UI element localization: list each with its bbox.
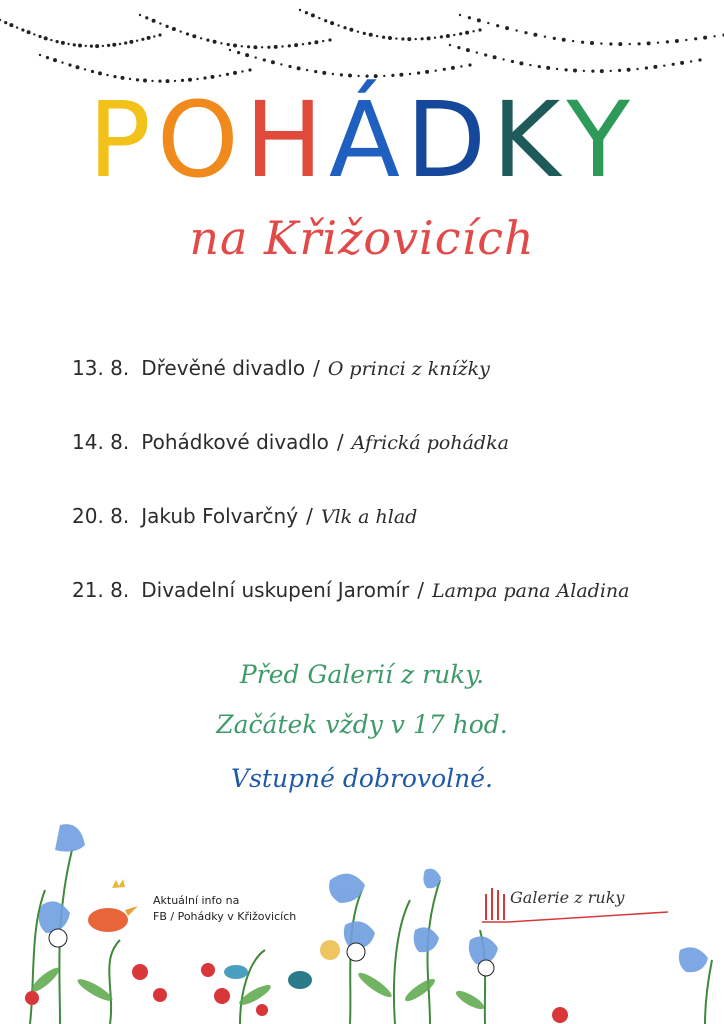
garland-dot <box>318 17 320 19</box>
facebook-info-line2: FB / Pohádky v Křižovicích <box>153 910 297 923</box>
program-date: 14. 8. <box>72 430 130 454</box>
garland-dot <box>713 35 715 37</box>
garland-dot <box>663 65 665 67</box>
garland-dot <box>141 38 144 41</box>
garland-dot <box>314 70 317 73</box>
garland-dot <box>478 28 481 31</box>
garland-dot <box>328 38 331 41</box>
garland-dot <box>533 33 537 37</box>
program-date: 20. 8. <box>72 504 130 528</box>
garland-dot <box>229 49 231 51</box>
garland-dot <box>460 65 462 67</box>
garland-dot <box>56 40 59 43</box>
facebook-info <box>153 893 296 925</box>
garland-dot <box>38 35 41 38</box>
garland-dot <box>281 45 283 47</box>
garland-dot <box>192 34 196 38</box>
garland-dot <box>484 53 487 56</box>
garland-dot <box>451 66 455 70</box>
garland-dot <box>129 40 133 44</box>
garland-dot <box>357 75 359 77</box>
garland-dot <box>53 58 57 62</box>
garland-dot <box>46 56 49 59</box>
program-performer: Dřevěné divadlo <box>141 356 306 380</box>
garland-dot <box>407 37 411 41</box>
garland-dot <box>395 37 397 39</box>
garland-dot <box>348 74 352 78</box>
garland-dot <box>27 30 31 34</box>
garland-dot <box>399 73 403 77</box>
garland-dot <box>233 44 237 48</box>
garland-dot <box>538 65 541 68</box>
garland-dot <box>553 37 556 40</box>
info-time: Začátek vždy v 17 hod. <box>216 710 508 739</box>
program-list <box>72 356 722 652</box>
garland-dot <box>16 26 18 28</box>
garland-dot <box>357 31 359 33</box>
garland-dot <box>78 44 82 48</box>
garland-dot <box>443 68 446 71</box>
garland-dot <box>472 30 474 32</box>
garland-dot <box>33 33 35 35</box>
garland-dot <box>158 33 161 36</box>
program-play: Africká pohádka <box>351 432 509 454</box>
garland-dot <box>505 26 509 30</box>
garland-dot <box>449 44 451 46</box>
garland-dot <box>401 37 404 40</box>
garland-dot <box>544 36 546 38</box>
garland-dot <box>653 65 657 69</box>
title-letter: H <box>244 79 329 201</box>
program-separator: / <box>313 356 320 380</box>
program-row <box>72 504 722 578</box>
garland-dot <box>638 42 641 45</box>
garland-dot <box>308 42 311 45</box>
garland-dot <box>434 37 436 39</box>
garland-dot <box>91 70 94 73</box>
garland-dot <box>562 38 566 42</box>
program-play: O princi z knížky <box>327 358 490 380</box>
garland-dot <box>280 63 282 65</box>
garland-dot <box>147 36 151 40</box>
info-entry: Vstupné dobrovolné. <box>231 764 493 793</box>
garland-dot <box>159 22 161 24</box>
garland-dot <box>496 24 499 27</box>
garland-dot <box>233 71 237 75</box>
page-subtitle: na Křižovicích <box>189 211 535 265</box>
garland-dot <box>468 63 471 66</box>
garland-dot <box>698 58 701 61</box>
garland-dot <box>502 58 504 60</box>
garland-dot <box>90 45 93 48</box>
garland-dot <box>340 73 343 76</box>
garland-dot <box>694 37 697 40</box>
garland-dot <box>435 70 437 72</box>
garland-dot <box>600 42 602 44</box>
garland-dot <box>152 19 156 23</box>
garland-dot <box>76 65 80 69</box>
garland-dot <box>241 45 243 47</box>
program-date: 21. 8. <box>72 578 130 602</box>
garland-dot <box>139 14 141 16</box>
garland-dot <box>21 28 24 31</box>
garland-dot <box>457 46 460 49</box>
garland-dot <box>44 36 48 40</box>
garland-dot <box>299 9 301 11</box>
garland-dot <box>636 68 638 70</box>
garland-dot <box>546 66 550 70</box>
program-row <box>72 430 722 504</box>
garland-dot <box>119 43 121 45</box>
garland-dot <box>85 45 87 47</box>
title-letter: O <box>156 79 245 201</box>
program-date: 13. 8. <box>72 356 130 380</box>
garland-dot <box>572 40 574 42</box>
garland-dot <box>311 13 315 17</box>
garland-dot <box>220 42 222 44</box>
garland-dot <box>0 19 1 21</box>
title-letter: P <box>88 79 157 201</box>
garland-dot <box>9 23 13 27</box>
garland-dot <box>112 43 116 47</box>
garland-dot <box>349 28 353 32</box>
garland-dot <box>610 70 612 72</box>
garland-dot <box>248 68 251 71</box>
page-title <box>0 80 724 200</box>
garland-dot <box>213 40 217 44</box>
garland-dot <box>376 35 378 37</box>
garland-dot <box>583 70 585 72</box>
garland-dot <box>253 45 257 49</box>
info-place: Před Galerií z ruky. <box>239 660 485 689</box>
garland-dot <box>263 58 266 61</box>
garland-dot <box>519 61 523 65</box>
garland-dot <box>255 56 257 58</box>
garland-dot <box>680 61 684 65</box>
garland-dot <box>675 39 679 43</box>
garland-dot <box>67 43 69 45</box>
garland-dot <box>166 25 169 28</box>
garland-dot <box>459 32 462 35</box>
garland-dot <box>627 68 631 72</box>
garland-dot <box>666 40 669 43</box>
garland-dot <box>206 39 209 42</box>
garland-dot <box>657 42 659 44</box>
garland-dot <box>645 66 648 69</box>
garland-dot <box>382 36 385 39</box>
program-play: Lampa pana Aladina <box>431 580 630 602</box>
garland-dot <box>226 73 229 76</box>
garland-dot <box>421 37 424 40</box>
garland-dot <box>581 41 584 44</box>
garland-dot <box>124 41 127 44</box>
garland-dot <box>180 30 182 32</box>
garland-dot <box>440 35 443 38</box>
garland-dot <box>446 34 450 38</box>
garland-dot <box>186 32 189 35</box>
garland-dot <box>487 22 489 24</box>
garland-dot <box>332 73 334 75</box>
garland-dot <box>427 36 431 40</box>
garland-dot <box>685 39 687 41</box>
dot-garland-decoration <box>0 0 724 90</box>
garland-dot <box>50 39 52 41</box>
title-letter: K <box>492 79 567 201</box>
garland-dot <box>294 43 298 47</box>
garland-dot <box>465 31 469 35</box>
garland-dot <box>363 32 366 35</box>
garland-dot <box>297 66 301 70</box>
garland-dot <box>477 18 481 22</box>
garland-dot <box>73 43 76 46</box>
garland-dot <box>136 40 138 42</box>
garland-dot <box>306 69 308 71</box>
garland-dot <box>95 44 99 48</box>
program-separator: / <box>417 578 424 602</box>
garland-dot <box>468 16 471 19</box>
garland-dot <box>409 73 411 75</box>
garland-dot <box>529 64 531 66</box>
title-letter: Á <box>328 79 407 201</box>
garland-dot <box>106 74 108 76</box>
garland-dot <box>573 69 577 73</box>
garland-dot <box>322 71 326 75</box>
garland-dot <box>314 40 318 44</box>
garland-dot <box>466 48 470 52</box>
garland-dot <box>618 69 621 72</box>
garland-dot <box>68 63 71 66</box>
garland-dot <box>459 14 461 16</box>
garland-dot <box>274 45 278 49</box>
garland-dot <box>515 29 517 31</box>
garland-dot <box>629 43 631 45</box>
garland-dot <box>267 46 270 49</box>
garland-dot <box>556 68 558 70</box>
garland-dot <box>388 36 392 40</box>
garland-dot <box>241 70 243 72</box>
garland-dot <box>98 71 102 75</box>
garland-dot <box>61 61 63 63</box>
garland-dot <box>672 63 675 66</box>
program-separator: / <box>336 430 344 454</box>
program-performer: Jakub Folvarčný <box>141 504 299 528</box>
garland-dot <box>305 11 308 14</box>
garland-dot <box>145 16 148 19</box>
garland-dot <box>107 44 110 47</box>
program-play: Vlk a hlad <box>320 506 418 528</box>
garland-dot <box>565 68 568 71</box>
garland-dot <box>591 70 594 73</box>
garland-dot <box>247 45 250 48</box>
garland-dot <box>200 37 202 39</box>
garland-dot <box>219 75 221 77</box>
title-letter: Y <box>566 79 636 201</box>
garland-dot <box>322 40 324 42</box>
garland-dot <box>343 26 346 29</box>
garland-dot <box>453 34 455 36</box>
garland-dot <box>524 31 527 34</box>
garland-dot <box>647 41 651 45</box>
garland-dot <box>493 55 497 59</box>
garland-dot <box>391 74 394 77</box>
garland-dot <box>324 19 327 22</box>
garland-dot <box>61 41 65 45</box>
garland-dot <box>153 35 155 37</box>
garland-dot <box>369 33 373 37</box>
garland-dot <box>590 41 594 45</box>
garland-dot <box>288 44 291 47</box>
garland-dot <box>39 54 41 56</box>
facebook-info-line1: Aktuální info na <box>153 894 240 907</box>
garland-dot <box>618 42 622 46</box>
program-separator: / <box>306 504 313 528</box>
garland-dot <box>337 24 339 26</box>
program-row <box>72 356 722 430</box>
garland-dot <box>600 69 604 73</box>
garland-dot <box>245 53 249 57</box>
garland-dot <box>271 60 275 64</box>
garland-dot <box>366 75 369 78</box>
garland-dot <box>511 60 514 63</box>
garland-dot <box>415 38 417 40</box>
title-letter: D <box>406 79 493 201</box>
garland-dot <box>84 68 86 70</box>
program-performer: Pohádkové divadlo <box>141 430 329 454</box>
garland-dot <box>374 74 378 78</box>
garland-dot <box>102 45 104 47</box>
garland-dot <box>302 43 304 45</box>
garland-dot <box>330 21 334 25</box>
garland-dot <box>261 46 263 48</box>
garland-dot <box>227 43 230 46</box>
garland-dot <box>690 60 692 62</box>
garland-dot <box>237 51 240 54</box>
garland-dot <box>703 36 707 40</box>
garland-dot <box>113 75 116 78</box>
garland-dot <box>425 70 429 74</box>
program-row <box>72 578 722 652</box>
garland-dot <box>4 21 7 24</box>
garland-dot <box>609 42 612 45</box>
garland-dot <box>288 65 291 68</box>
garland-dot <box>417 71 420 74</box>
garland-dot <box>383 75 385 77</box>
gallery-logo-text: Galerie z ruky <box>510 888 625 907</box>
garland-dot <box>476 51 478 53</box>
garland-dot <box>172 27 176 31</box>
program-performer: Divadelní uskupení Jaromír <box>141 578 410 602</box>
